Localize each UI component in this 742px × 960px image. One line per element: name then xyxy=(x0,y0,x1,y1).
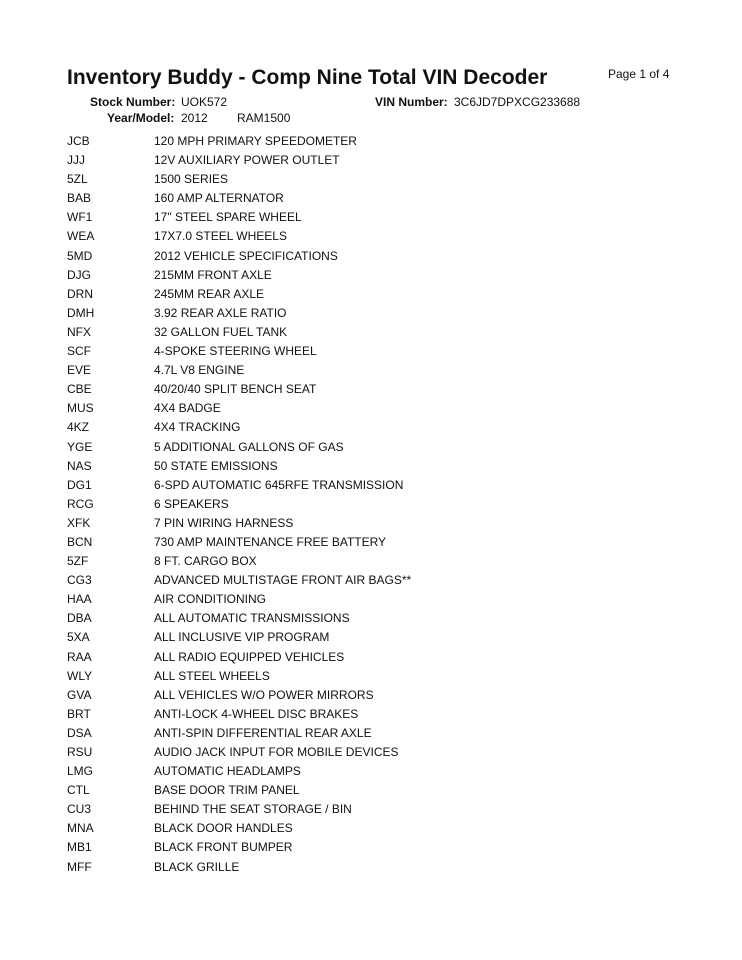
option-description: 730 AMP MAINTENANCE FREE BATTERY xyxy=(154,534,387,549)
option-description: 7 PIN WIRING HARNESS xyxy=(154,515,294,530)
option-code-row xyxy=(67,304,687,323)
option-code: MB1 xyxy=(67,840,92,855)
option-description: 40/20/40 SPLIT BENCH SEAT xyxy=(154,382,317,397)
option-code-row xyxy=(67,285,687,304)
option-description: 215MM FRONT AXLE xyxy=(154,267,272,282)
option-description: ALL STEEL WHEELS xyxy=(154,668,270,683)
option-code: 5ZF xyxy=(67,554,89,569)
option-description: BLACK DOOR HANDLES xyxy=(154,821,293,836)
option-description: AUDIO JACK INPUT FOR MOBILE DEVICES xyxy=(154,745,399,759)
option-description: ADVANCED MULTISTAGE FRONT AIR BAGS** xyxy=(154,573,412,588)
option-code-row xyxy=(67,781,687,800)
option-code: NAS xyxy=(67,458,92,473)
option-code: LMG xyxy=(67,764,94,779)
option-code: MUS xyxy=(67,401,94,416)
option-code: BAB xyxy=(67,191,92,206)
option-code-row xyxy=(67,342,687,361)
option-code: WF1 xyxy=(67,210,93,225)
option-description: 245MM REAR AXLE xyxy=(154,286,265,301)
option-code: SCF xyxy=(67,344,91,359)
option-code-row xyxy=(67,858,687,877)
option-code-row xyxy=(67,762,687,781)
option-code-row xyxy=(67,170,687,189)
option-code-row xyxy=(67,514,687,533)
option-description: ALL INCLUSIVE VIP PROGRAM xyxy=(154,630,330,645)
option-code: RCG xyxy=(67,496,94,511)
option-code-row xyxy=(67,399,687,418)
option-code: DMH xyxy=(67,305,95,320)
option-code-row xyxy=(67,628,687,647)
option-code: RAA xyxy=(67,649,92,664)
option-description: 2012 VEHICLE SPECIFICATIONS xyxy=(154,248,338,263)
option-code-row xyxy=(67,247,687,266)
option-code: DJG xyxy=(67,267,91,282)
option-description: 32 GALLON FUEL TANK xyxy=(154,324,288,339)
option-code-row xyxy=(67,151,687,170)
option-description: 12V AUXILIARY POWER OUTLET xyxy=(154,153,340,168)
page-number: Page 1 of 4 xyxy=(608,67,670,81)
year-value: 2012 xyxy=(181,111,208,125)
option-code-row xyxy=(67,571,687,590)
option-code: EVE xyxy=(67,363,92,378)
option-code-row xyxy=(67,819,687,838)
option-code: 5ZL xyxy=(67,172,88,187)
option-code-row xyxy=(67,476,687,495)
option-code-row xyxy=(67,438,687,457)
option-code-row xyxy=(67,648,687,667)
stock-number-label: Stock Number: xyxy=(90,95,176,109)
option-code-row xyxy=(67,800,687,819)
option-code-row xyxy=(67,418,687,437)
option-code: MNA xyxy=(67,821,94,836)
option-code: DG1 xyxy=(67,477,92,492)
option-code-row xyxy=(67,533,687,552)
option-code: WLY xyxy=(67,668,93,683)
option-code-row xyxy=(67,227,687,246)
vin-label: VIN Number: xyxy=(375,95,448,109)
option-description: 8 FT. CARGO BOX xyxy=(154,554,257,569)
option-code-row xyxy=(67,686,687,705)
option-code-row xyxy=(67,552,687,571)
option-description: 6 SPEAKERS xyxy=(154,496,229,511)
option-code-row xyxy=(67,743,687,762)
option-description: 1500 SERIES xyxy=(154,172,229,187)
document-title: Inventory Buddy - Comp Nine Total VIN Decoder xyxy=(67,66,548,89)
option-description: 4X4 TRACKING xyxy=(154,420,241,435)
option-description: 4.7L V8 ENGINE xyxy=(154,363,245,378)
option-description: AIR CONDITIONING xyxy=(154,592,267,607)
option-code: DBA xyxy=(67,611,92,626)
option-description: 17X7.0 STEEL WHEELS xyxy=(154,229,287,244)
option-description: BLACK FRONT BUMPER xyxy=(154,840,293,855)
option-description: 50 STATE EMISSIONS xyxy=(154,458,278,473)
option-code: CTL xyxy=(67,783,90,798)
option-code: JJJ xyxy=(67,153,85,168)
option-description: ANTI-LOCK 4-WHEEL DISC BRAKES xyxy=(154,706,359,721)
option-description: BEHIND THE SEAT STORAGE / BIN xyxy=(154,802,352,817)
option-code: CG3 xyxy=(67,573,92,588)
year-model-label: Year/Model: xyxy=(107,111,175,125)
option-code-row xyxy=(67,189,687,208)
option-description: ALL VEHICLES W/O POWER MIRRORS xyxy=(154,687,374,702)
option-code-row xyxy=(67,495,687,514)
option-code: CBE xyxy=(67,382,92,397)
option-code-row xyxy=(67,838,687,857)
option-code: DRN xyxy=(67,286,93,301)
vin-value: 3C6JD7DPXCG233688 xyxy=(454,95,581,109)
option-description: ANTI-SPIN DIFFERENTIAL REAR AXLE xyxy=(154,725,372,740)
option-description: 3.92 REAR AXLE RATIO xyxy=(154,305,287,320)
option-code-row xyxy=(67,667,687,686)
option-code-row xyxy=(67,724,687,743)
option-description: 17" STEEL SPARE WHEEL xyxy=(154,210,302,225)
option-code: 5MD xyxy=(67,248,93,263)
option-code: BCN xyxy=(67,534,93,549)
option-code-row xyxy=(67,323,687,342)
option-description: 6-SPD AUTOMATIC 645RFE TRANSMISSION xyxy=(154,477,404,492)
option-code: NFX xyxy=(67,324,91,339)
option-code-row xyxy=(67,380,687,399)
model-value: RAM1500 xyxy=(237,111,291,125)
option-code-row xyxy=(67,208,687,227)
option-code-row xyxy=(67,590,687,609)
option-code-list xyxy=(67,132,687,877)
option-description: 4X4 BADGE xyxy=(154,401,221,416)
option-description: 4-SPOKE STEERING WHEEL xyxy=(154,344,317,359)
option-code: MFF xyxy=(67,859,92,874)
option-description: 120 MPH PRIMARY SPEEDOMETER xyxy=(154,134,357,148)
option-description: ALL AUTOMATIC TRANSMISSIONS xyxy=(154,611,350,626)
option-code: HAA xyxy=(67,592,92,607)
option-code-row xyxy=(67,705,687,724)
option-code: JCB xyxy=(67,134,90,148)
option-code: WEA xyxy=(67,229,95,244)
option-code: XFK xyxy=(67,515,91,530)
option-code-row xyxy=(67,457,687,476)
option-code: 5XA xyxy=(67,630,90,645)
option-description: 5 ADDITIONAL GALLONS OF GAS xyxy=(154,439,344,454)
option-code: 4KZ xyxy=(67,420,90,435)
option-description: ALL RADIO EQUIPPED VEHICLES xyxy=(154,649,345,664)
option-description: AUTOMATIC HEADLAMPS xyxy=(154,764,301,779)
option-code: GVA xyxy=(67,687,92,702)
stock-number-value: UOK572 xyxy=(181,95,228,109)
option-code: BRT xyxy=(67,706,91,721)
option-code-row xyxy=(67,266,687,285)
option-description: 160 AMP ALTERNATOR xyxy=(154,191,284,206)
option-code-row xyxy=(67,132,687,151)
option-code: YGE xyxy=(67,439,93,454)
option-code-row xyxy=(67,609,687,628)
option-description: BASE DOOR TRIM PANEL xyxy=(154,783,300,798)
option-code: RSU xyxy=(67,745,93,759)
option-code-row xyxy=(67,361,687,380)
option-description: BLACK GRILLE xyxy=(154,859,240,874)
option-code: CU3 xyxy=(67,802,92,817)
option-code: DSA xyxy=(67,725,92,740)
